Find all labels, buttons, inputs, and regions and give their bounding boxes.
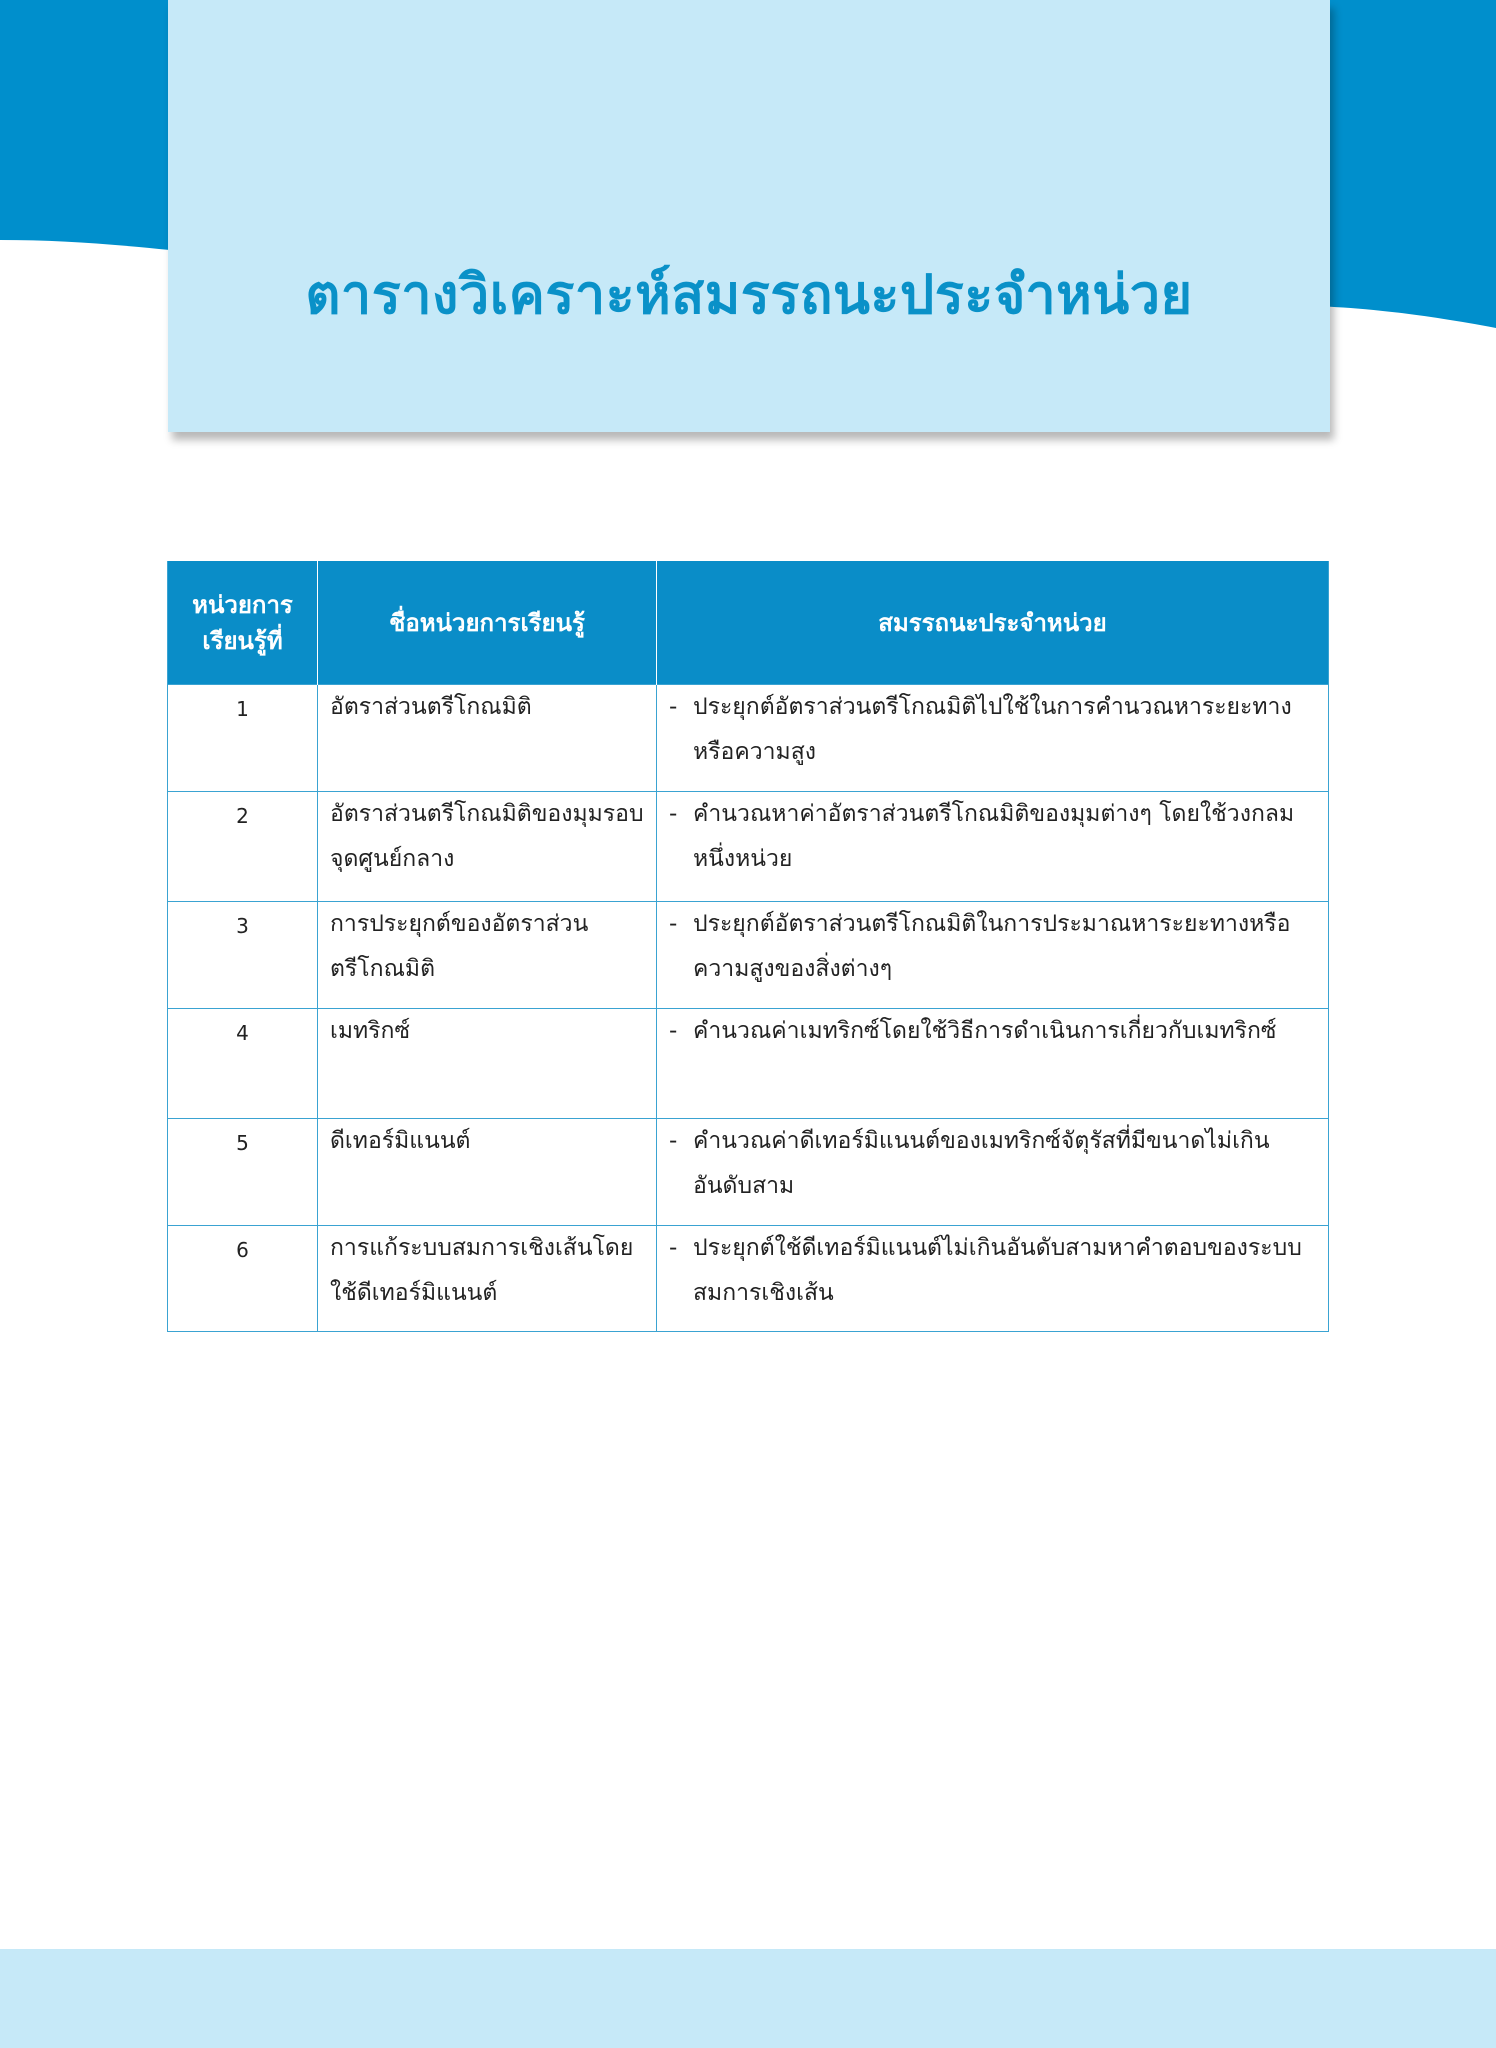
table-row: [168, 685, 1329, 792]
unit-number: 4: [168, 1009, 318, 1119]
table-row: [168, 1226, 1329, 1332]
unit-name: อัตราส่วนตรีโกณมิติ: [318, 685, 657, 792]
bullet-dash: -: [669, 694, 678, 720]
unit-competency: - คำนวณค่าเมทริกซ์โดยใช้วิธีการดำเนินการเกี่ยวกับเมทริกซ์: [657, 1009, 1329, 1119]
unit-number: 5: [168, 1119, 318, 1226]
table-row: [168, 902, 1329, 1009]
unit-name: อัตราส่วนตรีโกณมิติของมุมรอบจุดศูนย์กลาง: [318, 792, 657, 902]
unit-competency: - ประยุกต์อัตราส่วนตรีโกณมิติไปใช้ในการคำนวณหาระยะทางหรือความสูง: [657, 685, 1329, 792]
table-header-row: [168, 561, 1329, 685]
header-unit-name: ชื่อหน่วยการเรียนรู้: [318, 561, 657, 685]
header-competency: สมรรถนะประจำหน่วย: [657, 561, 1329, 685]
table-row: [168, 792, 1329, 902]
unit-competency: - ประยุกต์ใช้ดีเทอร์มิแนนต์ไม่เกินอันดับสามหาคำตอบของระบบสมการเชิงเส้น: [657, 1226, 1329, 1332]
table-row: [168, 1009, 1329, 1119]
bullet-dash: -: [669, 1235, 678, 1261]
bullet-dash: -: [669, 911, 678, 937]
unit-competency: - ประยุกต์อัตราส่วนตรีโกณมิติในการประมาณหาระยะทางหรือความสูงของสิ่งต่างๆ: [657, 902, 1329, 1009]
unit-number: 6: [168, 1226, 318, 1332]
unit-number: 2: [168, 792, 318, 902]
unit-name: ดีเทอร์มิแนนต์: [318, 1119, 657, 1226]
title-panel: [168, 0, 1330, 432]
bullet-dash: -: [669, 1018, 678, 1044]
header-unit-no: หน่วยการเรียนรู้ที่: [168, 561, 318, 685]
competency-table: [167, 561, 1328, 1332]
unit-name: เมทริกซ์: [318, 1009, 657, 1119]
unit-name: การแก้ระบบสมการเชิงเส้นโดยใช้ดีเทอร์มิแนนต์: [318, 1226, 657, 1332]
unit-number: 1: [168, 685, 318, 792]
unit-competency: - คำนวณค่าดีเทอร์มิแนนต์ของเมทริกซ์จัตุรัสที่มีขนาดไม่เกินอันดับสาม: [657, 1119, 1329, 1226]
footer-band: [0, 1949, 1496, 2048]
table-row: [168, 1119, 1329, 1226]
unit-number: 3: [168, 902, 318, 1009]
bullet-dash: -: [669, 801, 678, 827]
page-title: ตารางวิเคราะห์สมรรถนะประจำหน่วย: [305, 263, 1193, 326]
unit-name: การประยุกต์ของอัตราส่วนตรีโกณมิติ: [318, 902, 657, 1009]
unit-competency: - คำนวณหาค่าอัตราส่วนตรีโกณมิติของมุมต่างๆ โดยใช้วงกลมหนึ่งหน่วย: [657, 792, 1329, 902]
bullet-dash: -: [669, 1128, 678, 1154]
